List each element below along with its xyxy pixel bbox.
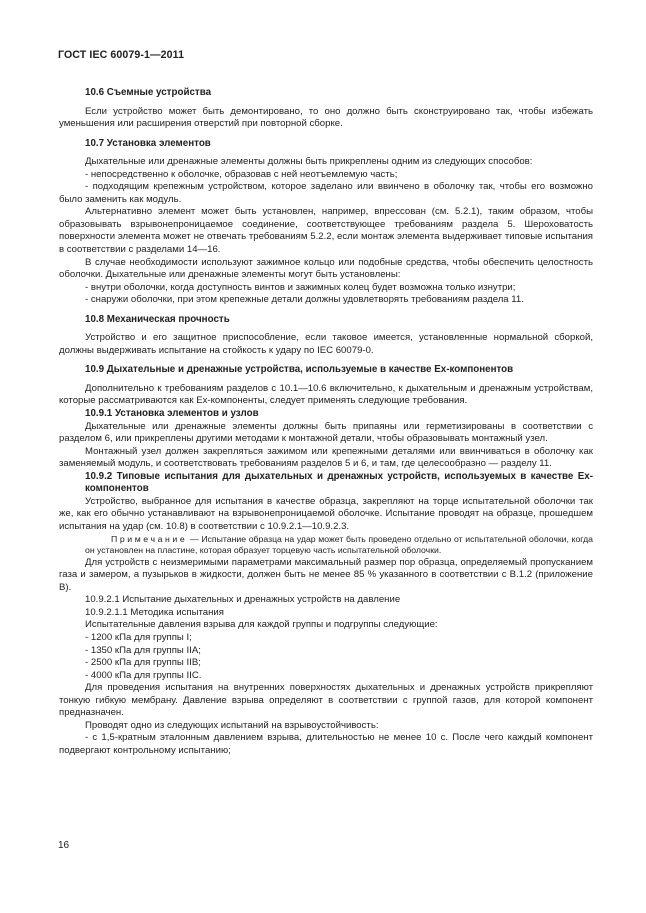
section-10-7-paragraph-1: Дыхательные или дренажные элементы должны быть прикреплены одним из следующих способов:: [85, 156, 533, 168]
pressure-item: - 2500 кПа для группы IIB;: [85, 657, 201, 669]
section-10-9-2-paragraph-4: Проводят одно из следующих испытаний на взрывоустойчивость:: [85, 719, 379, 731]
section-10-7-list-item-1: - непосредственно к оболочке, образовав с ней неотъемлемую часть;: [85, 168, 398, 180]
section-10-9-2-paragraph-2: Для устройств с неизмеримыми параметрами максимальный размер пор образца, определяемый пропусканием газа и замером, а пузырьков в жидкости, должен быть не менее 85 % указанного в соответствии с В.1.2 (приложение В).: [59, 556, 593, 593]
note-label: Примечание: [111, 533, 188, 544]
note-text: — Испытание образца на удар может быть проведено отдельно от испытательной оболочки, когда он установлен на пластине, которая образует торцевую часть испытательной оболочки.: [85, 533, 593, 556]
section-10-7-paragraph-2: Альтернативно элемент может быть установлен, например, впрессован (см. 5.2.1), таким образом, чтобы образовывать взрывонепроницаемое соединение, соответствующее требованиям раздела 5. Шероховатость поверхности элемента может не отвечать требованиям 5.2.2, если монтаж элемента выдерживает типовые испытания в соответствии с разделами 14—16.: [59, 206, 593, 256]
section-10-8-paragraph: Устройство и его защитное приспособление, если таковое имеется, установленные нормальной сборкой, должны выдерживать испытание на стойкость к удару по IEC 60079-0.: [59, 332, 593, 356]
pressure-intro: Испытательные давления взрыва для каждой группы и подгруппы следующие:: [85, 619, 438, 631]
section-10-6-title: 10.6 Съемные устройства: [85, 87, 212, 98]
pressure-item: - 1200 кПа для группы I;: [85, 631, 192, 643]
section-10-7-list-item-4: - снаружи оболочки, при этом крепежные детали должны удовлетворять требованиям раздела 11.: [85, 294, 524, 306]
section-10-9-1-paragraph-1: Дыхательные или дренажные элементы должны быть припаяны или герметизированы в соответствии с разделом 6, или прикреплены другими методами к монтажной детали, чтобы образовывать монтажный узел.: [59, 420, 593, 445]
section-10-7-list-item-2: - подходящим крепежным устройством, которое заделано или ввинчено в оболочку так, чтобы его возможно было заменить как модуль.: [59, 181, 593, 205]
note-paragraph: [85, 534, 593, 557]
section-10-7-list-item-3: - внутри оболочки, когда доступность винтов и зажимных колец будет возможна только изнутри;: [85, 281, 516, 293]
section-10-9-title: 10.9 Дыхательные и дренажные устройства, используемые в качестве Ex-компонентов: [85, 364, 514, 376]
section-10-9-2-paragraph-3: Для проведения испытания на внутренних поверхностях дыхательных и дренажных устройств прикрепляют тонкую гибкую мембрану. Давление взрыва определяют в соответствии с группой газов, для которой компонент предназначен.: [59, 682, 593, 719]
section-10-9-2-1-1-title: 10.9.2.1.1 Методика испытания: [85, 606, 224, 618]
section-10-9-1-title: 10.9.1 Установка элементов и узлов: [85, 408, 259, 420]
page-number: 16: [58, 840, 70, 851]
document-body: [59, 80, 593, 757]
section-10-9-1-paragraph-2: Монтажный узел должен закрепляться зажимом или крепежными деталями или ввинчиваться в оболочку как заменяемый модуль, и соответствовать требованиям разделов 5 и 6, и там, где целесообразно — разделу 11.: [59, 445, 593, 470]
section-10-9-2-paragraph-5: - с 1,5-кратным эталонным давлением взрыва, длительностью не менее 10 с. После чего каждый компонент подвергают контрольному испытанию;: [59, 732, 593, 756]
pressure-item: - 4000 кПа для группы IIC.: [85, 669, 202, 681]
section-10-8-title: 10.8 Механическая прочность: [85, 313, 230, 325]
section-10-7-paragraph-3: В случае необходимости используют зажимное кольцо или подобные средства, чтобы обеспечить целостность оболочки. Дыхательные или дренажные элементы могут быть установлены:: [59, 256, 593, 281]
section-10-9-2-paragraph-1: Устройство, выбранное для испытания в качестве образца, закрепляют на торце испытательной оболочки так же, как его обычно устанавливают на взрывонепроницаемой оболочке. Испытание проводят на образце, прошедшем испытания на удар (см. 10.8) в соответствии с 10.9.2.1—10.9.2.3.: [59, 495, 593, 532]
pressure-item: - 1350 кПа для группы IIA;: [85, 644, 201, 656]
section-10-6-paragraph: Если устройство может быть демонтировано, то оно должно быть сконструировано так, чтобы избежать уменьшения или расширения отверстий при повторной сборке.: [59, 105, 593, 130]
section-10-7-title: 10.7 Установка элементов: [85, 137, 211, 149]
section-10-9-2-1-title: 10.9.2.1 Испытание дыхательных и дренажных устройств на давление: [85, 594, 401, 606]
document-code-header: ГОСТ IEC 60079-1—2011: [58, 49, 185, 61]
section-10-9-paragraph: Дополнительно к требованиям разделов с 10.1—10.6 включительно, к дыхательным и дренажным устройствам, которые рассматриваются как Ex-компоненты, следует применять следующие требования.: [59, 382, 593, 407]
section-10-9-2-title: 10.9.2 Типовые испытания для дыхательных и дренажных устройств, используемых в качестве Ex-компонентов: [85, 470, 593, 495]
